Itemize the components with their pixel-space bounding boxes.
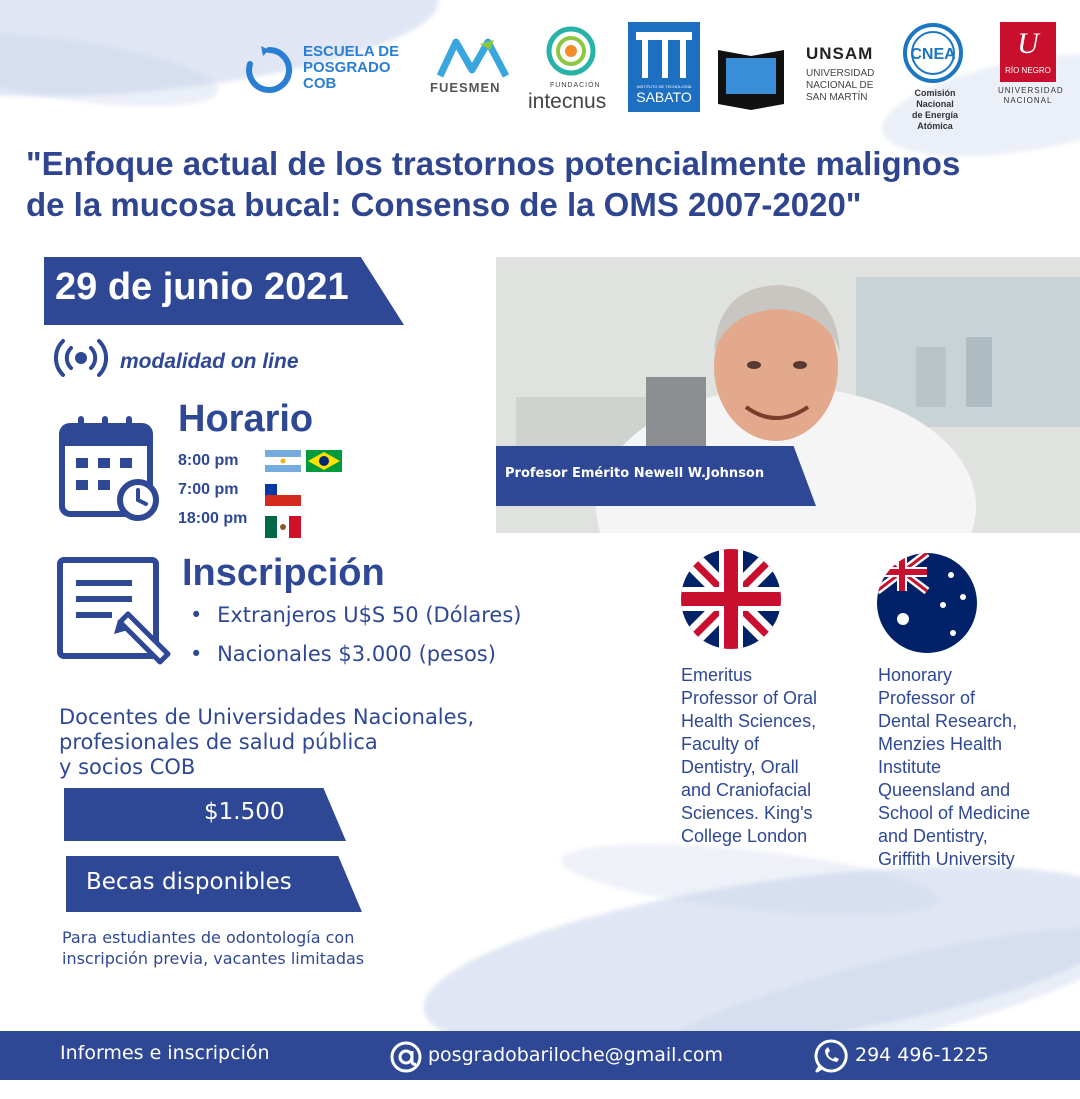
docentes-price: $1.500 xyxy=(204,799,285,825)
bio-line: Queensland and xyxy=(878,780,1011,800)
speaker-caption: Profesor Emérito Newell W.Johnson xyxy=(505,466,765,481)
registration-item-text: Nacionales $3.000 (pesos) xyxy=(217,642,496,666)
rionegro-l1: RÍO NEGRO xyxy=(1005,66,1051,75)
bio-line: Sciences. King's xyxy=(681,803,813,823)
bio-line: Professor of xyxy=(878,688,976,708)
bio-line: Professor of Oral xyxy=(681,688,818,708)
cob-logo-text xyxy=(303,44,399,92)
sabato-logo xyxy=(628,22,700,112)
bio-line: Griffith University xyxy=(878,849,1015,869)
unsam-name: UNSAM xyxy=(806,44,874,63)
unsam-line: SAN MARTÍN xyxy=(806,92,868,103)
docentes-line: profesionales de salud pública xyxy=(59,730,378,754)
unsam-book-icon xyxy=(716,44,786,110)
schedule-time: 18:00 pm xyxy=(178,510,248,527)
intecnus-name: intecnus xyxy=(528,90,607,113)
rionegro-logo xyxy=(1000,22,1056,82)
calendar-icon xyxy=(58,412,162,524)
cob-logo-icon xyxy=(243,44,295,96)
chile-flag-icon xyxy=(265,484,301,506)
becas-note-line: Para estudiantes de odontología con xyxy=(62,928,355,947)
rionegro-sub xyxy=(998,86,1064,106)
fuesmen-logo-text: FUESMEN xyxy=(430,80,501,95)
footer-info: Informes e inscripción xyxy=(60,1042,270,1064)
uk-flag-icon xyxy=(681,549,781,649)
live-broadcast-icon xyxy=(52,336,110,380)
rionegro-mark: U xyxy=(1017,27,1039,60)
cnea-mark: CNEA xyxy=(910,46,956,63)
bio-line: Faculty of xyxy=(681,734,760,754)
bio-line: Dentistry, Orall xyxy=(681,757,799,777)
bio-line: Health Sciences, xyxy=(681,711,817,731)
bio-line: Menzies Health xyxy=(878,734,1003,754)
registration-item: • Nacionales $3.000 (pesos) xyxy=(190,642,496,666)
form-document-icon xyxy=(56,556,172,672)
cnea-line: Comisión Nacional xyxy=(914,88,956,109)
becas-note xyxy=(62,927,364,969)
whatsapp-icon xyxy=(813,1038,849,1074)
docentes-line: y socios COB xyxy=(59,755,196,779)
docentes-info xyxy=(59,705,474,780)
bio-au xyxy=(878,664,1068,871)
event-date: 29 de junio 2021 xyxy=(55,266,349,308)
title-line: "Enfoque actual de los trastornos potencialmente malignos xyxy=(26,145,961,182)
brazil-flag-icon xyxy=(306,450,342,472)
sabato-name: SABATO xyxy=(636,89,692,105)
sabato-it-icon xyxy=(628,22,700,84)
unsam-sub xyxy=(806,68,874,104)
schedule-heading: Horario xyxy=(178,398,314,440)
bio-line: Institute xyxy=(878,757,942,777)
contact-email[interactable]: posgradobariloche@gmail.com xyxy=(428,1044,724,1066)
bio-uk xyxy=(681,664,861,848)
bio-line: Honorary xyxy=(878,665,953,685)
intecnus-logo-icon xyxy=(546,26,596,76)
bio-line: Emeritus xyxy=(681,665,753,685)
australia-flag-icon xyxy=(877,553,977,653)
docentes-line: Docentes de Universidades Nacionales, xyxy=(59,705,475,729)
bio-line: and Dentistry, xyxy=(878,826,988,846)
modality-label: modalidad on line xyxy=(120,350,299,373)
contact-phone[interactable]: 294 496-1225 xyxy=(855,1044,989,1066)
registration-item: • Extranjeros U$S 50 (Dólares) xyxy=(190,603,522,627)
cob-line: POSGRADO xyxy=(303,59,391,76)
becas-label: Becas disponibles xyxy=(86,869,292,895)
cob-line: COB xyxy=(303,75,337,92)
page-title xyxy=(26,143,1066,225)
fuesmen-logo-icon xyxy=(436,36,512,80)
bio-line: and Craniofacial xyxy=(681,780,812,800)
cnea-logo-icon xyxy=(902,22,964,84)
rionegro-line: UNIVERSIDAD xyxy=(998,86,1064,95)
bio-line: Dental Research, xyxy=(878,711,1018,731)
argentina-flag-icon xyxy=(265,450,301,472)
cob-line: ESCUELA DE xyxy=(303,43,400,60)
unsam-line: NACIONAL DE xyxy=(806,80,874,91)
unsam-line: UNIVERSIDAD xyxy=(806,68,875,79)
cnea-line: de Energía Atómica xyxy=(911,110,958,131)
registration-heading: Inscripción xyxy=(182,552,385,594)
mexico-flag-icon xyxy=(265,516,301,538)
title-line: de la mucosa bucal: Consenso de la OMS 2007-2020" xyxy=(26,186,862,223)
rionegro-line: NACIONAL xyxy=(1003,96,1053,105)
at-sign-icon xyxy=(389,1040,423,1074)
intecnus-top: FUNDACIÓN xyxy=(550,82,601,89)
sabato-top: INSTITUTO DE TECNOLOGÍA xyxy=(636,84,692,89)
schedule-time: 8:00 pm xyxy=(178,452,239,469)
becas-note-line: inscripción previa, vacantes limitadas xyxy=(62,949,365,968)
schedule-time: 7:00 pm xyxy=(178,481,239,498)
cnea-sub xyxy=(895,88,975,132)
registration-item-text: Extranjeros U$S 50 (Dólares) xyxy=(217,603,522,627)
bio-line: College London xyxy=(681,826,808,846)
bio-line: School of Medicine xyxy=(878,803,1031,823)
